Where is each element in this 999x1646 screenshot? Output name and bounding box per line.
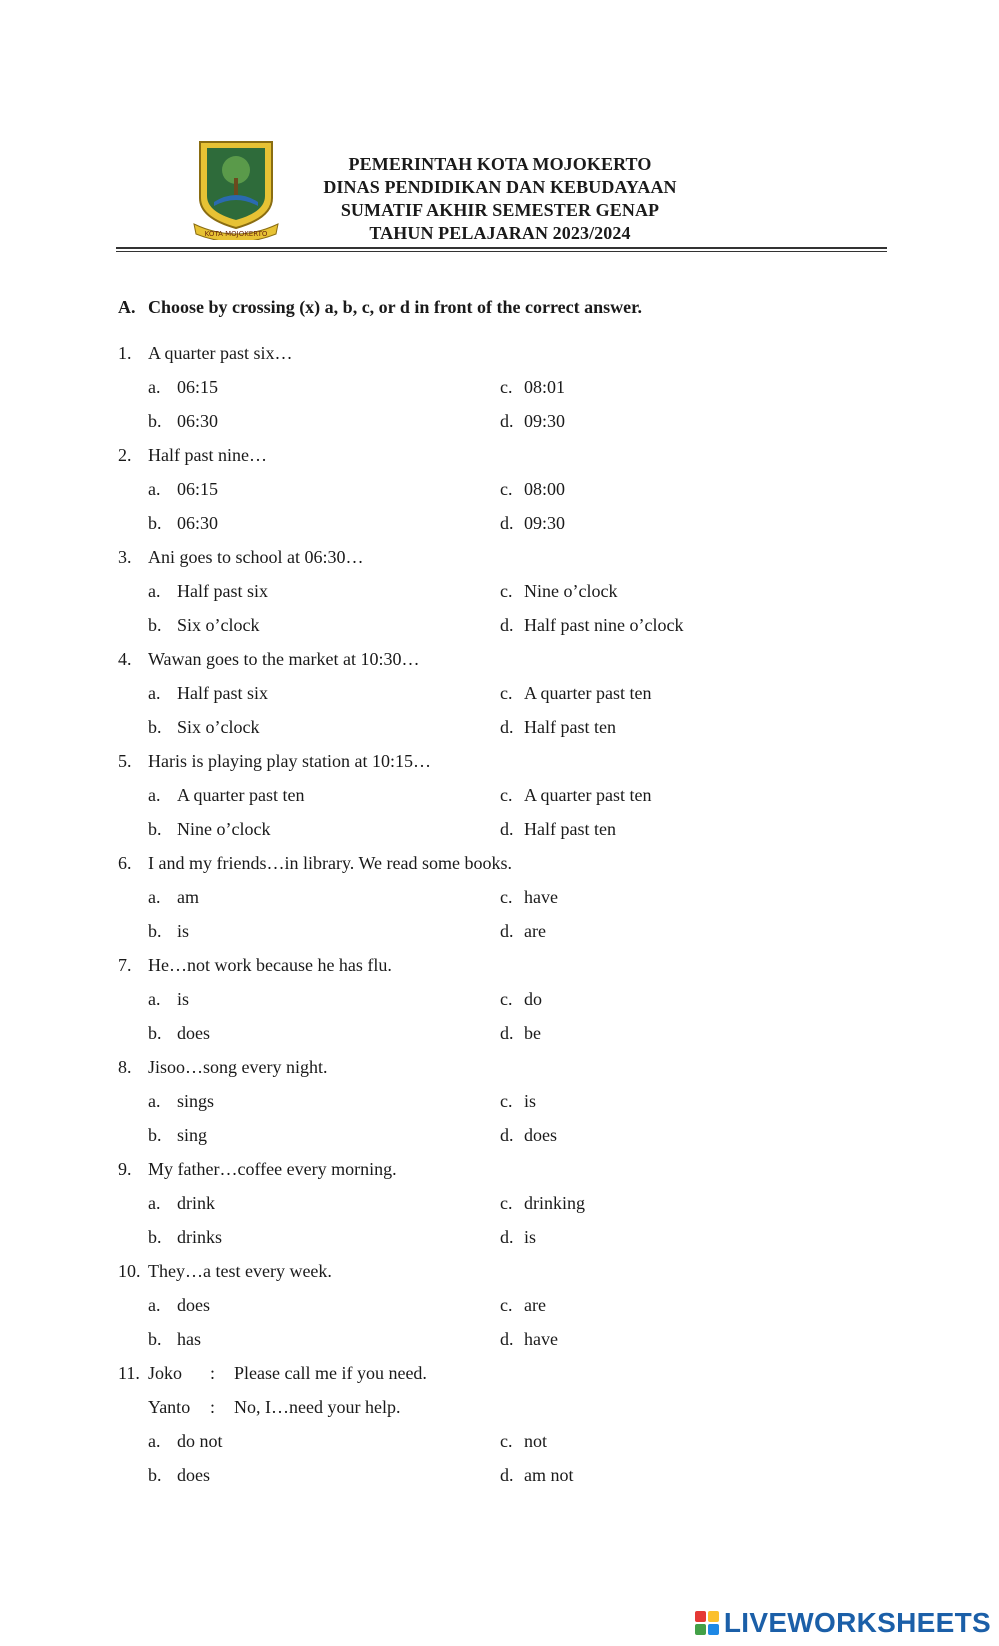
option-b[interactable]: b. does [148, 1023, 210, 1043]
question-8 [118, 1050, 898, 1084]
option-d[interactable]: d. am not [500, 1465, 574, 1485]
header-divider-thin [116, 251, 887, 252]
header-line-4: TAHUN PELAJARAN 2023/2024 [369, 223, 631, 243]
section-label: A. [118, 297, 136, 317]
document-header [300, 153, 700, 245]
option-c[interactable]: c. have [500, 887, 558, 907]
header-divider-thick [116, 247, 887, 249]
question-text: He…not work because he has flu. [148, 955, 392, 975]
option-c[interactable]: c. 08:00 [500, 479, 566, 499]
question-list [118, 336, 898, 1492]
option-a[interactable]: a. sings [148, 1091, 215, 1111]
question-text: They…a test every week. [148, 1261, 332, 1281]
option-d[interactable]: d. are [500, 921, 546, 941]
question-9 [118, 1152, 898, 1186]
liveworksheets-logo-icon [694, 1610, 720, 1636]
option-c[interactable]: c. Nine o’clock [500, 581, 618, 601]
question-11-line-2: Yanto : No, I…need your help. [118, 1390, 898, 1424]
option-d[interactable]: d. does [500, 1125, 557, 1145]
question-number: 5. [118, 751, 132, 771]
question-text: Haris is playing play station at 10:15… [148, 751, 431, 771]
option-b[interactable]: b. does [148, 1465, 210, 1485]
option-b[interactable]: b. is [148, 921, 190, 941]
brand-text: LIVEWORKSHEETS [723, 1607, 991, 1638]
dialogue-line-2: No, I…need your help. [234, 1397, 401, 1417]
option-a[interactable]: a. 06:15 [148, 377, 219, 397]
question-text: I and my friends…in library. We read some books. [148, 853, 512, 873]
header-line-2: DINAS PENDIDIKAN DAN KEBUDAYAAN [323, 177, 677, 197]
option-c[interactable]: c. are [500, 1295, 546, 1315]
option-b[interactable]: b. drinks [148, 1227, 222, 1247]
option-c[interactable]: c. 08:01 [500, 377, 566, 397]
option-c[interactable]: c. do [500, 989, 542, 1009]
option-c[interactable]: c. drinking [500, 1193, 585, 1213]
option-b[interactable]: b. 06:30 [148, 513, 219, 533]
section-instruction [118, 297, 642, 318]
question-10 [118, 1254, 898, 1288]
question-4 [118, 642, 898, 676]
option-c[interactable]: c. A quarter past ten [500, 683, 652, 703]
option-c[interactable]: c. is [500, 1091, 537, 1111]
option-a[interactable]: a. Half past six [148, 683, 268, 703]
question-number: 2. [118, 445, 132, 465]
option-a[interactable]: a. am [148, 887, 199, 907]
question-number: 1. [118, 343, 132, 363]
option-d[interactable]: d. 09:30 [500, 513, 566, 533]
question-3 [118, 540, 898, 574]
option-a[interactable]: a. Half past six [148, 581, 268, 601]
question-number: 3. [118, 547, 132, 567]
option-b[interactable]: b. sing [148, 1125, 208, 1145]
question-1 [118, 336, 898, 370]
question-text: Half past nine… [148, 445, 267, 465]
question-7 [118, 948, 898, 982]
option-d[interactable]: d. be [500, 1023, 541, 1043]
question-5 [118, 744, 898, 778]
question-text: Ani goes to school at 06:30… [148, 547, 364, 567]
option-a[interactable]: a. does [148, 1295, 210, 1315]
question-text: Wawan goes to the market at 10:30… [148, 649, 420, 669]
question-text: Jisoo…song every night. [148, 1057, 328, 1077]
instruction-text: Choose by crossing (x) a, b, c, or d in front of the correct answer. [148, 297, 642, 317]
question-number: 7. [118, 955, 132, 975]
option-d[interactable]: d. have [500, 1329, 558, 1349]
question-text: A quarter past six… [148, 343, 293, 363]
question-6 [118, 846, 898, 880]
question-number: 9. [118, 1159, 132, 1179]
speaker-joko: Joko [148, 1363, 183, 1383]
option-b[interactable]: b. 06:30 [148, 411, 219, 431]
question-number: 10. [118, 1261, 141, 1281]
option-d[interactable]: d. is [500, 1227, 537, 1247]
question-number: 4. [118, 649, 132, 669]
option-d[interactable]: d. Half past ten [500, 717, 616, 737]
option-b[interactable]: b. Six o’clock [148, 717, 260, 737]
option-a[interactable]: a. drink [148, 1193, 215, 1213]
option-a[interactable]: a. do not [148, 1431, 223, 1451]
logo-text: KOTA MOJOKERTO [204, 230, 268, 238]
question-number: 8. [118, 1057, 132, 1077]
option-a[interactable]: a. 06:15 [148, 479, 219, 499]
option-b[interactable]: b. has [148, 1329, 201, 1349]
header-line-3: SUMATIF AKHIR SEMESTER GENAP [340, 200, 660, 220]
option-d[interactable]: d. 09:30 [500, 411, 566, 431]
question-11: 11. Joko : Please call me if you need. [118, 1356, 898, 1390]
question-text: My father…coffee every morning. [148, 1159, 397, 1179]
question-number: 11. [118, 1363, 140, 1383]
option-b[interactable]: b. Nine o’clock [148, 819, 271, 839]
option-d[interactable]: d. Half past ten [500, 819, 616, 839]
city-crest-logo [190, 140, 282, 240]
option-a[interactable]: a. is [148, 989, 190, 1009]
liveworksheets-brand[interactable] [694, 1608, 991, 1638]
option-b[interactable]: b. Six o’clock [148, 615, 260, 635]
option-d[interactable]: d. Half past nine o’clock [500, 615, 684, 635]
speaker-yanto: Yanto [148, 1397, 191, 1417]
question-number: 6. [118, 853, 132, 873]
option-c[interactable]: c. A quarter past ten [500, 785, 652, 805]
option-a[interactable]: a. A quarter past ten [148, 785, 305, 805]
header-line-1: PEMERINTAH KOTA MOJOKERTO [348, 154, 652, 174]
dialogue-line-1: Please call me if you need. [234, 1363, 427, 1383]
question-2 [118, 438, 898, 472]
option-c[interactable]: c. not [500, 1431, 548, 1451]
